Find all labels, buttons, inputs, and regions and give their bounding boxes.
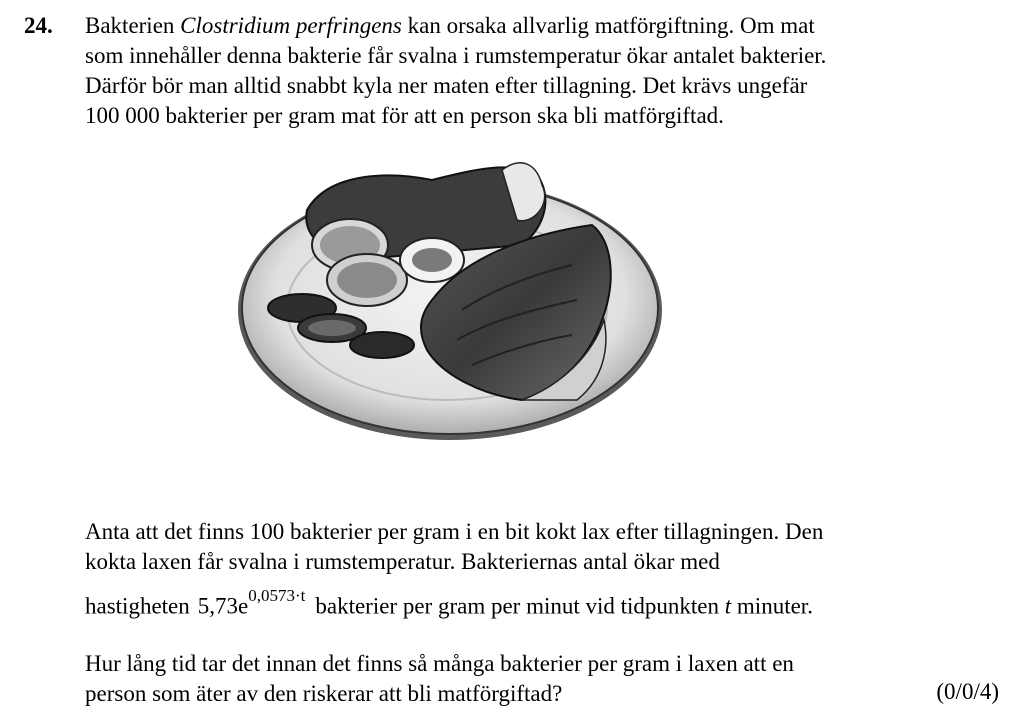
question-number: 24. (24, 13, 53, 38)
premise-paragraph (85, 517, 1005, 622)
formula-exponent: 0,0573·t (248, 586, 306, 605)
premise-line-1: Anta att det finns 100 bakterier per gram i en bit kokt lax efter tillagningen. Den (85, 519, 824, 544)
premise-line-2: kokta laxen får svalna i rumstemperatur. Bakteriernas antal ökar med (85, 549, 720, 574)
premise-line-3: hastigheten $5,73e^{0,0573\cdot t}$ bakterier per gram per minut vid tidpunkten t minuter. (85, 585, 1005, 622)
question-line-1: Hur lång tid tar det innan det finns så många bakterier per gram i laxen att en (85, 651, 794, 676)
intro-line-4: 100 000 bakterier per gram mat för att en person ska bli matförgiftad. (85, 103, 724, 128)
question-paragraph (85, 649, 1005, 709)
salmon-plate-illustration (232, 150, 672, 460)
intro-line-1: Bakterien Clostridium perfringens kan orsaka allvarlig matförgiftning. Om mat (85, 13, 815, 38)
question-line-2: person som äter av den riskerar att bli matförgiftad? (85, 681, 563, 706)
variable-t: t (724, 593, 732, 619)
bacteria-name: Clostridium perfringens (180, 13, 402, 38)
intro-line-3: Därför bör man alltid snabbt kyla ner maten efter tillagning. Det krävs ungefär (85, 73, 808, 98)
intro-line-2: som innehåller denna bakterie får svalna i rumstemperatur ökar antalet bakterier. (85, 43, 827, 68)
rate-formula: $5,73e^{0,0573\cdot t}$ (197, 586, 306, 619)
intro-paragraph (85, 11, 1005, 131)
points-label: (0/0/4) (936, 679, 999, 704)
